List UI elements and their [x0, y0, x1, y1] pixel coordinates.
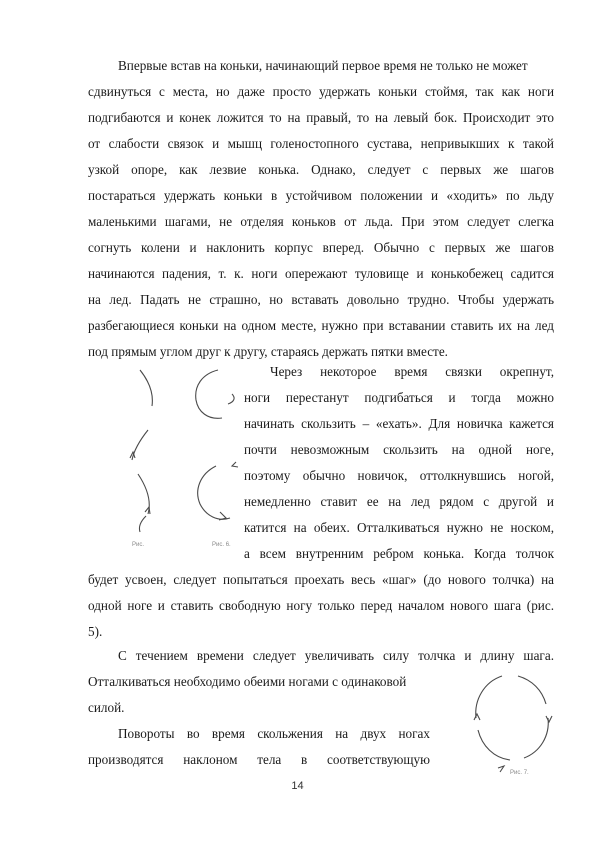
- text-line: катится на обеих. Отталкиваться нужно не носком,: [244, 520, 554, 535]
- text-line: подгибаются и конек ложится то на правый, то на левый бок. Происходит это: [88, 110, 554, 125]
- page-number: 14: [291, 780, 304, 792]
- text-line: Отталкиваться необходимо обеими ногами с одинаковой: [88, 674, 407, 689]
- text-line: производятся наклоном тела в соответствующую: [88, 752, 430, 767]
- text-line: маленькими шагами, не отделяя коньков от льда. При этом следует слегка: [88, 214, 554, 229]
- text-line: а всем внутренним ребром конька. Когда толчок: [244, 546, 554, 561]
- text-line: Повороты во время скольжения на двух ногах: [118, 726, 430, 741]
- figure-7-drawing: [474, 676, 552, 772]
- text-line: поэтому обычно новичок, оттолкнувшись ногой,: [244, 468, 554, 483]
- figures-5-6: [118, 362, 240, 552]
- text-line: сдвинуться с места, но даже просто удержать коньки стоймя, так как ноги: [88, 84, 554, 99]
- text-line: узкой опоре, как лезвие конька. Однако, следует с первых же шагов: [88, 162, 554, 177]
- figure-6-caption: Рис. 6.: [212, 542, 231, 548]
- figure-5-drawing: [130, 370, 152, 532]
- text-line: Впервые встав на коньки, начинающий первое время не только не может: [118, 58, 528, 73]
- text-line: силой.: [88, 700, 125, 715]
- text-line: почти невозможным скользить на одной ноге,: [244, 442, 554, 457]
- text-line: одной ноге и ставить свободную ногу только перед началом нового шага (рис.: [88, 598, 554, 613]
- figure-6-drawing: [196, 370, 238, 520]
- text-line: Через некоторое время связки окрепнут,: [270, 364, 554, 379]
- text-line: начинать скользить – «ехать». Для новичка кажется: [244, 416, 554, 431]
- text-line: будет усвоен, следует попытаться проехать весь «шаг» (до нового толчка) на: [88, 572, 554, 587]
- text-line: немедленно ставит ее на лед рядом с другой и: [244, 494, 554, 509]
- text-line: 5).: [88, 624, 103, 639]
- figure-7-caption: Рис. 7.: [510, 770, 529, 776]
- text-line: С течением времени следует увеличивать силу толчка и длину шага.: [118, 648, 554, 663]
- figure-7: [462, 660, 558, 780]
- figure-5-caption: Рис.: [132, 542, 145, 548]
- text-line: разбегающиеся коньки на одном месте, нужно при вставании ставить их на лед: [88, 318, 554, 333]
- text-line: согнуть колени и наклонить корпус вперед. Обычно с первых же шагов: [88, 240, 554, 255]
- text-line: ноги перестанут подгибаться и тогда можно: [244, 390, 554, 405]
- text-line: под прямым углом друг к другу, стараясь держать пятки вместе.: [88, 344, 448, 359]
- text-line: от слабости связок и мышц голеностопного сустава, непривыкших к такой: [88, 136, 554, 151]
- text-line: на лед. Падать не страшно, но вставать довольно трудно. Чтобы удержать: [88, 292, 554, 307]
- text-line: начинаются падения, т. к. ноги опережают туловище и конькобежец садится: [88, 266, 554, 281]
- text-line: постараться удержать коньки в устойчивом положении и «ходить» по льду: [88, 188, 554, 203]
